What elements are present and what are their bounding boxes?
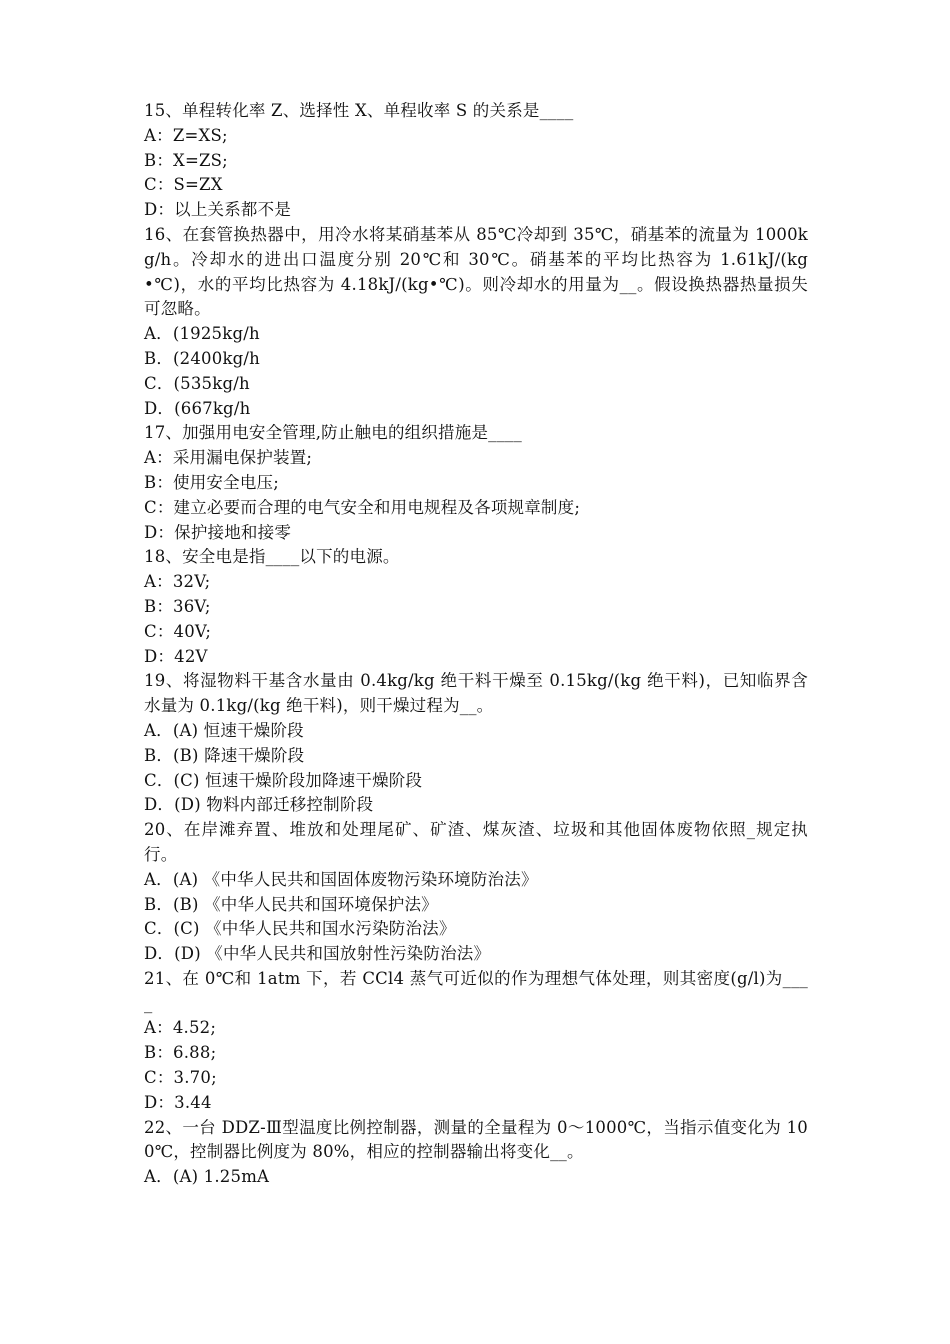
option-d: D：42V <box>144 646 208 666</box>
option-c: C．(C) 《中华人民共和国水污染防治法》 <box>144 919 456 939</box>
option-a: A．(A) 恒速干燥阶段 <box>144 720 304 740</box>
option-d: D．(667kg/h <box>144 398 251 418</box>
option-a: A：Z=XS; <box>144 125 228 145</box>
option-a: A：4.52; <box>144 1018 217 1038</box>
question-text: 18、安全电是指____以下的电源。 <box>144 547 400 567</box>
question-15 <box>144 99 808 223</box>
option-c: C．(535kg/h <box>144 373 250 393</box>
option-a: A：采用漏电保护装置; <box>144 448 313 468</box>
question-text: 19、将湿物料干基含水量由 0.4kg/kg 绝干料干燥至 0.15kg/(kg 绝干料)，已知临界含水量为 0.1kg/(kg 绝干料)，则干燥过程为__。 <box>144 671 808 716</box>
option-b: B．(B) 降速干燥阶段 <box>144 745 305 765</box>
question-16 <box>144 223 808 421</box>
option-c: C：40V; <box>144 621 212 641</box>
question-text: 21、在 0℃和 1atm 下，若 CCl4 蒸气可近似的作为理想气体处理，则其密度(g/l)为____ <box>144 968 808 1013</box>
question-text: 15、单程转化率 Z、选择性 X、单程收率 S 的关系是____ <box>144 101 574 120</box>
question-18 <box>144 545 808 669</box>
option-c: C：S=ZX <box>144 175 223 195</box>
question-text: 17、加强用电安全管理,防止触电的组织措施是____ <box>144 423 522 443</box>
question-list <box>144 99 808 1190</box>
question-21 <box>144 967 808 1116</box>
option-b: B．(2400kg/h <box>144 348 261 368</box>
option-a: A．(1925kg/h <box>144 324 260 344</box>
option-b: B：36V; <box>144 596 211 616</box>
option-a: A：32V; <box>144 572 211 592</box>
option-a: A．(A) 1.25mA <box>144 1167 270 1187</box>
option-c: C：3.70; <box>144 1068 217 1088</box>
option-d: D：以上关系都不是 <box>144 200 292 220</box>
option-d: D：保护接地和接零 <box>144 522 292 542</box>
option-a: A．(A) 《中华人民共和国固体废物污染环境防治法》 <box>144 869 538 889</box>
option-d: D．(D) 物料内部迁移控制阶段 <box>144 795 374 815</box>
option-d: D．(D) 《中华人民共和国放射性污染防治法》 <box>144 944 491 964</box>
option-b: B：X=ZS; <box>144 150 228 170</box>
question-17 <box>144 421 808 545</box>
question-19 <box>144 669 808 818</box>
question-22 <box>144 1116 808 1190</box>
option-c: C：建立必要而合理的电气安全和用电规程及各项规章制度; <box>144 497 581 517</box>
option-b: B：使用安全电压; <box>144 472 279 492</box>
question-20 <box>144 818 808 967</box>
question-text: 22、一台 DDZ-Ⅲ型温度比例控制器，测量的全量程为 0～1000℃，当指示值变化为 100℃，控制器比例度为 80%，相应的控制器输出将变化__。 <box>144 1117 808 1162</box>
option-b: B．(B) 《中华人民共和国环境保护法》 <box>144 894 438 914</box>
option-d: D：3.44 <box>144 1092 212 1112</box>
option-c: C．(C) 恒速干燥阶段加降速干燥阶段 <box>144 770 423 790</box>
question-text: 16、在套管换热器中，用冷水将某硝基苯从 85℃冷却到 35℃，硝基苯的流量为 1000kg/h。冷却水的进出口温度分别 20℃和 30℃。硝基苯的平均比热容为 1.61kJ/(kg•℃)，水的平均比热容为 4.18kJ/(kg•℃)。则冷却水的用量为__。假设换热器热量损失可忽略。 <box>144 224 808 319</box>
question-text: 20、在岸滩弃置、堆放和处理尾矿、矿渣、煤灰渣、垃圾和其他固体废物依照_规定执行。 <box>144 820 808 864</box>
option-b: B：6.88; <box>144 1043 217 1063</box>
